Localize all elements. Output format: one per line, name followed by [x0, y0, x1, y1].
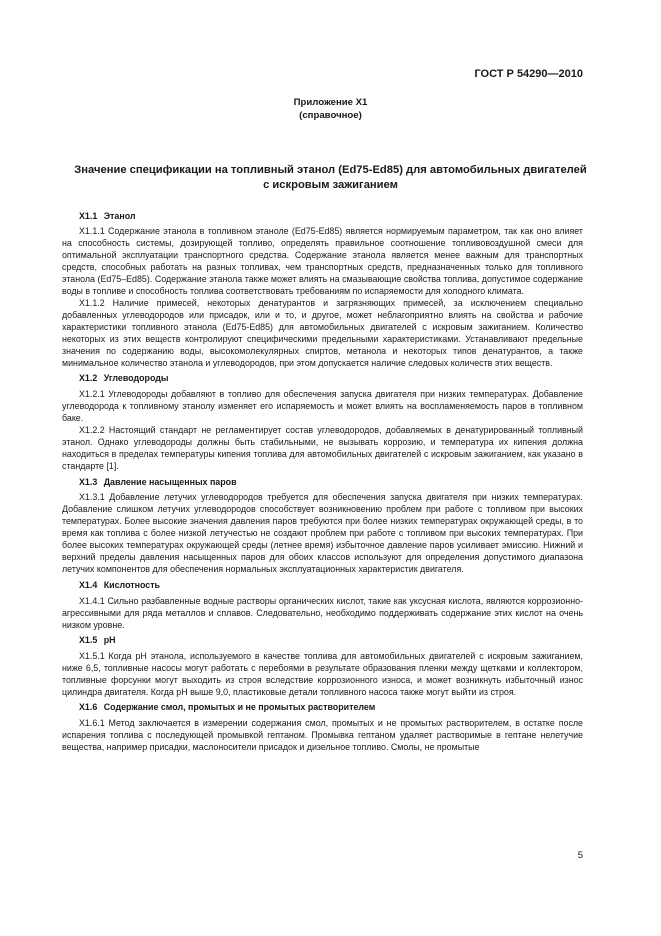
paragraph: Х1.3.1 Добавление летучих углеводородов требуется для обеспечения запуска двигателя при низких температурах. Добавление слишком летучих углеводородов способствует возникновению проблем при работе с топливом при высоких температурах. Более высокие значения давления паров требуются при более низких температурах окружающей среды, в то время как топлива с более низкой летучестью не создают проблем при работе с топливом при высоких температурах. При более высоких температурах окружающей среды (летнее время) избыточное давление паров усиливает эмиссию. Нижний и верхний пределы давления насыщенных паров для обоих классов используют для определения допустимого диапазона летучих компонентов для обеспечения нормальных эксплуатационных характеристик двигателя. [62, 492, 583, 575]
section-heading: Х1.5 pH [79, 634, 116, 645]
document-title-line-2: с искровым зажиганием [263, 179, 398, 191]
section-heading: Х1.6 Содержание смол, промытых и не промытых растворителем [79, 702, 376, 713]
section-heading: Х1.4 Кислотность [79, 579, 161, 590]
section-heading: Х1.2 Углеводороды [79, 373, 169, 384]
paragraph: Х1.6.1 Метод заключается в измерении содержания смол, промытых и не промытых растворителем, в остатке после испарения топлива с последующей промывкой гептаном. Промывка гептаном удаляет растворимые в гептане нелетучие вещества, например присадки, маслоносители присадок и дизельное топливо. Смолы, не промытые [62, 718, 583, 753]
section-heading: Х1.1 Этанол [79, 210, 136, 221]
paragraph: Х1.2.2 Настоящий стандарт не регламентирует состав углеводородов, добавляемых в денатурированный топливный этанол. Однако углеводороды должны быть стабильными, не вызывать коррозию, и температура их кипения должна находиться в пределах температуры кипения топлива для автомобильных двигателей с искровым зажиганием, как указано в стандарте [1]. [62, 425, 583, 472]
paragraph: Х1.1.2 Наличие примесей, некоторых денатурантов и загрязняющих примесей, за исключением специально добавленных углеводородов или присадок, или и то, и другое, может неблагоприятно влиять на свойства и рабочие характеристики топливного этанола (Ed75-Ed85) для автомобильных двигателей с искровым зажиганием. Количество некоторых из этих веществ контролируют специфическими предельными характеристиками. Устанавливают предельные значения по содержанию воды, высокомолекулярных спиртов, метанола и некоторых типов денатурантов, а также минимальное количество этанола и углеводородов, при этом допускается наличие следовых количеств этих веществ. [62, 298, 583, 368]
appendix-label: Приложение Х1 [293, 97, 368, 108]
paragraph: Х1.4.1 Сильно разбавленные водные растворы органических кислот, такие как уксусная кислота, являются коррозионно-агрессивными для ряда металлов и сплавов. Следовательно, необходимо поддерживать содержание этих кислот на очень низком уровне. [62, 595, 583, 630]
page-number: 5 [577, 850, 583, 861]
paragraph: Х1.5.1 Когда pH этанола, используемого в качестве топлива для автомобильных двигателей с искровым зажиганием, ниже 6,5, топливные насосы могут работать с перебоями в результате образования пленки между щетками и коллектором, топливные форсунки могут выходить из строя вследствие коррозионного износа, и может возникнуть избыточный износ цилиндра двигателя. Когда pH выше 9,0, пластиковые детали топливного насоса также могут выйти из строя. [62, 650, 583, 697]
section-heading: Х1.3 Давление насыщенных паров [79, 476, 237, 487]
document-body [62, 207, 583, 754]
standard-code: ГОСТ Р 54290—2010 [474, 68, 583, 80]
appendix-note: (справочное) [299, 110, 362, 121]
paragraph: Х1.2.1 Углеводороды добавляют в топливо для обеспечения запуска двигателя при низких температурах. Добавление углеводорода к топливному этанолу изменяет его испаряемость и может влиять на воспламеняемость паров в топливном баке. [62, 389, 583, 424]
document-title-line-1: Значение спецификации на топливный этанол (Ed75-Ed85) для автомобильных двигателей [74, 164, 587, 176]
paragraph: Х1.1.1 Содержание этанола в топливном этаноле (Ed75-Ed85) является нормируемым параметром, так как оно влияет на способность системы, дозирующей топливо, определять правильное соотношение топливовоздушной смеси для оптимальной эксплуатации транспортного средства. Содержание этанола является менее важным для транспортных средств, способных работать на разных топливах, чем транспортных средств, предназначенных только для топливного этанола (Ed75–Ed85). Содержание этанола также может влиять на смазывающие свойства топлива, допустимое содержание воды в топливе и способность топлива соответствовать требованиям по испаряемости для холодного климата. [62, 226, 583, 297]
